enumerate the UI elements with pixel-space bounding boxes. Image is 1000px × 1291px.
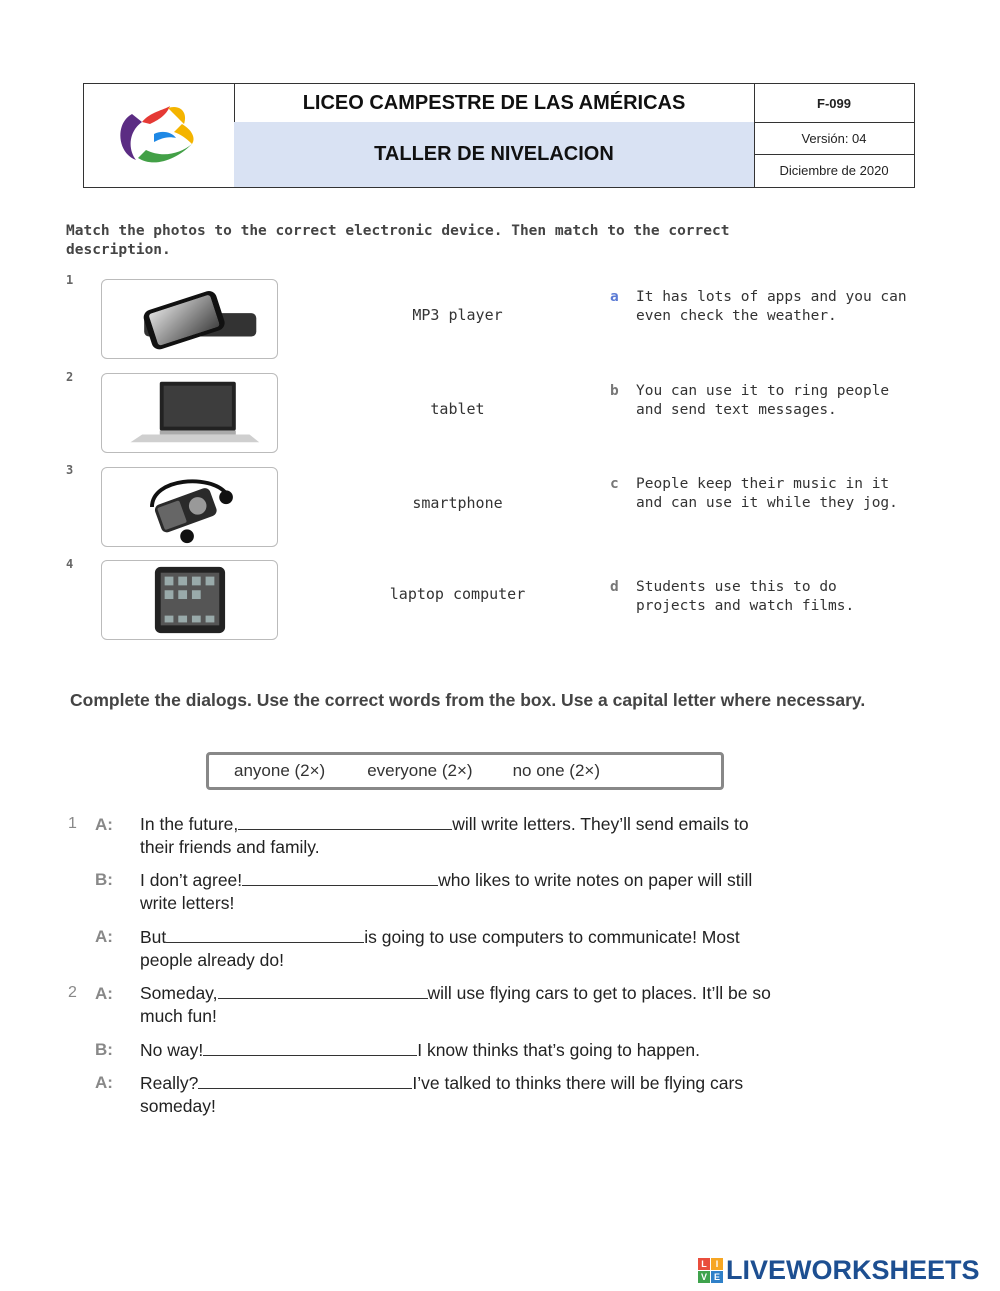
speaker-label: B:: [95, 1040, 113, 1059]
document-header: [83, 83, 915, 188]
word-option: no one (2×): [512, 761, 601, 780]
photo-laptop: [101, 373, 278, 453]
line-text: who likes to write notes on paper will still: [438, 870, 753, 890]
answer-blank[interactable]: [198, 1072, 412, 1089]
description-letter: a: [610, 289, 619, 305]
line-text: write letters!: [140, 893, 235, 913]
item-number: 2: [66, 370, 74, 384]
device-label: MP3 player: [412, 306, 503, 324]
answer-blank[interactable]: [218, 982, 428, 999]
description-a: [610, 288, 910, 325]
date-label: Diciembre de 2020: [779, 163, 889, 178]
dialog-line: [140, 982, 910, 1028]
photo-tablet: [101, 560, 278, 640]
description-b: [610, 382, 910, 419]
dialog-number: 1: [68, 815, 77, 832]
item-number: 1: [66, 273, 74, 287]
photo-mp3-player: [101, 467, 278, 547]
description-letter: c: [610, 476, 619, 492]
line-text: someday!: [140, 1096, 216, 1116]
speaker-label: B:: [95, 870, 113, 889]
photo-smartphone: [101, 279, 278, 359]
line-text: Really?: [140, 1073, 199, 1093]
word-box: [206, 752, 724, 790]
answer-blank[interactable]: [242, 869, 438, 886]
line-text: will write letters. They’ll send emails to: [452, 814, 749, 834]
speaker-label: A:: [95, 1073, 113, 1092]
version-label: Versión: 04: [754, 122, 914, 155]
dialog-instruction: Complete the dialogs. Use the correct words from the box. Use a capital letter where necessary.: [70, 690, 866, 710]
dialog-line: [140, 926, 910, 972]
description-d: [610, 578, 910, 615]
line-text: is going to use computers to communicate! Most: [364, 927, 740, 947]
speaker-label: A:: [95, 815, 113, 834]
workshop-title: TALLER DE NIVELACION: [234, 122, 755, 187]
brand-block: I: [711, 1258, 723, 1270]
device-label: tablet: [430, 400, 485, 418]
brand-block: E: [711, 1271, 723, 1283]
school-name: LICEO CAMPESTRE DE LAS AMÉRICAS: [234, 84, 755, 123]
description-text: It has lots of apps and you can even check the weather.: [636, 289, 907, 324]
word-option: everyone (2×): [367, 761, 473, 780]
word-option: anyone (2×): [234, 761, 326, 780]
device-label: smartphone: [412, 494, 503, 512]
answer-blank[interactable]: [238, 813, 452, 830]
line-text: I’ve talked to thinks there will be flying cars: [412, 1073, 744, 1093]
line-text: Someday,: [140, 983, 218, 1003]
dialog-line: [140, 1072, 910, 1118]
description-letter: b: [610, 383, 619, 399]
line-text: No way!: [140, 1040, 204, 1060]
line-text: much fun!: [140, 1006, 217, 1026]
description-text: You can use it to ring people and send text messages.: [636, 383, 890, 418]
line-text: But: [140, 927, 167, 947]
brand-block: V: [698, 1271, 710, 1283]
brand-block: L: [698, 1258, 710, 1270]
item-number: 4: [66, 557, 74, 571]
answer-blank[interactable]: [166, 926, 364, 943]
item-number: 3: [66, 463, 74, 477]
line-text: I don’t agree!: [140, 870, 243, 890]
brand-blocks-icon: [698, 1258, 723, 1283]
liveworksheets-logo: [698, 1255, 980, 1286]
description-text: People keep their music in it and can use it while they jog.: [636, 476, 898, 511]
dialog-line: [140, 1039, 910, 1062]
dialog-line: [140, 813, 910, 859]
matching-instruction: Match the photos to the correct electronic device. Then match to the correct description.: [66, 223, 730, 258]
line-text: In the future,: [140, 814, 239, 834]
description-letter: d: [610, 579, 619, 595]
line-text: people already do!: [140, 950, 284, 970]
brand-name: LIVEWORKSHEETS: [726, 1255, 980, 1285]
speaker-label: A:: [95, 927, 113, 946]
line-text: their friends and family.: [140, 837, 320, 857]
dialog-line: [140, 869, 910, 915]
description-text: Students use this to do projects and watch films.: [636, 579, 855, 614]
speaker-label: A:: [95, 984, 113, 1003]
dialog-number: 2: [68, 984, 77, 1001]
line-text: I know thinks that’s going to happen.: [417, 1040, 701, 1060]
line-text: will use flying cars to get to places. It’ll be so: [427, 983, 771, 1003]
school-logo: [84, 84, 235, 187]
description-c: [610, 475, 910, 512]
device-label: laptop computer: [389, 585, 526, 603]
form-code: F-099: [754, 84, 914, 123]
answer-blank[interactable]: [203, 1039, 417, 1056]
